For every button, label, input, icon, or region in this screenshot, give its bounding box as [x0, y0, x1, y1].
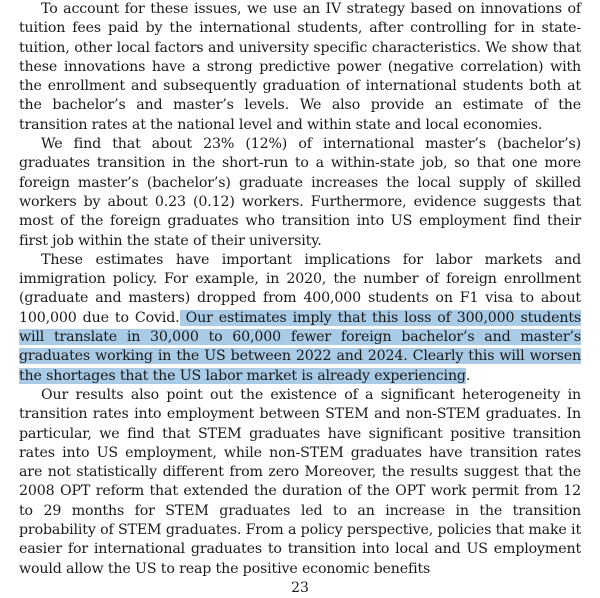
page-number: 23 [291, 580, 309, 596]
paragraph-4 [19, 386, 581, 579]
paragraph-3-text: These estimates have important implications for labor markets and immigration policy. For example, in 2020, the number of foreign enrollment (graduate and masters) dropped from 400,000 students on F1 visa to about 100,000 due to Covid. [19, 251, 581, 326]
paragraph-2-text: We find that about 23% (12%) of international master’s (bachelor’s) graduates transition in the short-run to a within-state job, so that one more foreign master’s (bachelor’s) graduate increases the local supply of skilled workers by about 0.23 (0.12) workers. Furthermore, evidence suggests that most of the foreign graduates who transition into US employment find their first job within the state of their university. [19, 136, 581, 249]
paragraph-4-text: Our results also point out the existence of a significant heterogeneity in transition rates into employment between STEM and non-STEM graduates. In particular, we find that STEM graduates have significant positive transition rates into US employment, while non-STEM graduates have transition rates are not statistically different from zero Moreover, the results suggest that the 2008 OPT reform that extended the duration of the OPT work permit from 12 to 29 months for STEM graduates led to an increase in the transition probability of STEM graduates. From a policy perspective, policies that make it easier for international graduates to transition into local and US employment would allow the US to reap the positive economic benefits [19, 386, 581, 577]
paragraph-3-end: . [465, 367, 471, 384]
paragraph-1-text: To account for these issues, we use an IV strategy based on innovations of tuition fees paid by the international students, after controlling for in state-tuition, other local factors and university specific characteristics. We show that these innovations have a strong predictive power (negative correlation) with the enrollment and subsequently graduation of international students both at the bachelor’s and master’s levels. We also provide an estimate of the transition rates at the national level and within state and local economies. [19, 1, 581, 133]
highlighted-selection[interactable]: Our estimates imply that this loss of 300,000 students will translate in 30,000 to 60,000 fewer foreign bachelor’s and master’s graduates working in the US between 2022 and 2024. Clearly this will worsen the shortages that the US labor market is already experiencing [19, 309, 581, 384]
paragraph-2 [19, 135, 581, 251]
paragraph-3 [19, 251, 581, 386]
body-text [19, 0, 581, 579]
paragraph-1 [19, 0, 581, 135]
